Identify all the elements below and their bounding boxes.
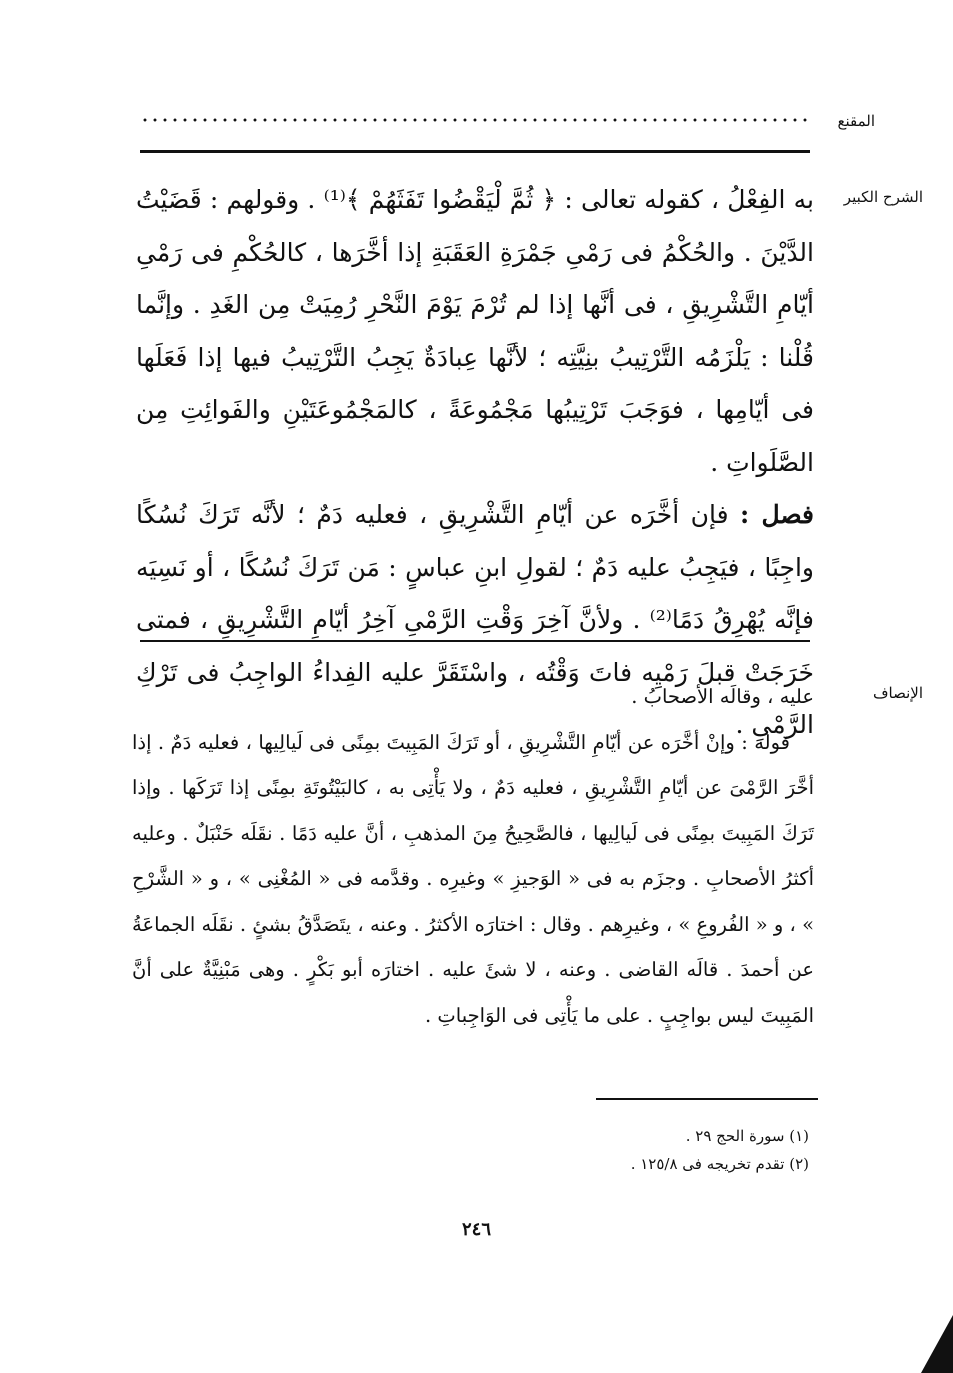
- sharh-paragraph-1: به الفِعْلُ ، كقوله تعالى : ﴿ ثُمَّ لْيَقْضُوا تَفَثَهُمْ ﴾⁽¹⁾ . وقولهم : قَضَيْتُ الدَّيْنَ . والحُكْمُ فى رَمْىِ جَمْرَةِ العَقَبَةِ إذا أخَّرَها ، كالحُكْمِ فى رَمْىِ أيّامِ التَّشْرِيقِ ، فى أنَّها إذا لم تُرْمَ يَوْمَ النَّحْرِ رُمِيَتْ مِن الغَدِ . وإنَّما قُلْنا : يَلْزَمُه التَّرْتِيبُ بنِيَّتِه ؛ لأنَّها عِبادَةٌ يَجِبُ التَّرْتِيبُ فيها إذا فَعَلَها فى أيّامِها ، فوَجَبَ تَرْتِيبُها مَجْمُوعَةً ، كالمَجْمُوعَتَيْنِ والفَوائِتِ مِن الصَّلَواتِ .: [136, 185, 814, 477]
- section-divider-rule: [140, 640, 810, 642]
- sharh-text-block: [136, 174, 814, 752]
- insaf-opening-line: عليه ، وقالَه الأصحابُ .: [631, 685, 814, 708]
- insaf-section-label: الإنصاف: [872, 684, 923, 702]
- insaf-text-block: [132, 674, 814, 1038]
- page-number: ٢٤٦: [461, 1219, 491, 1240]
- scan-corner-mark: [921, 1315, 953, 1373]
- insaf-paragraph: قوله : وإنْ أخَّرَه عن أيّامِ التَّشْرِيقِ ، أو تَرَكَ المَبِيتَ بمِنًى فى لَيالِيها ، فعليه دَمٌ . إذا أخَّرَ الرَّمْىَ عن أيّامِ التَّشْرِيقِ ، فعليه دَمٌ ، ولا يَأْتِى به ، كالبَيْتُوتَةِ بمِنًى إذا تَرَكَها . وإذا تَرَكَ المَبِيتَ بمِنًى فى لَيالِيها ، فالصَّحِيحُ مِنَ المذهبِ ، أنَّ عليه دَمًا . نقَلَه حَنْبَلٌ . وعليه أكثرُ الأصحابِ . وجزَم به فى « الوَجيزِ » وغيرِه . وقدَّمه فى « المُغْنِى » ، و « الشَّرْحِ » ، و « الفُروعِ » ، وغيرِهم . وقال : اختارَه الأكثرُ . وعنه ، يتَصَدَّقُ بشئٍ . نقَلَه الجماعَةُ عن أحمدَ . قالَه القاضى . وعنه ، لا شئَ عليه . اختارَه أبو بَكْرٍ . وهى مَبْنِيَّةٌ على أنَّ المَبِيتَ ليس بواجِبٍ . على ما يَأْتِى فى الوَاجِباتِ .: [132, 730, 814, 1027]
- header-dotted-leader: [140, 116, 808, 124]
- footnotes-block: [631, 1122, 809, 1178]
- running-header-title: المقنع: [837, 112, 875, 130]
- sharh-paragraph-2-text: فإن أخَّرَه عن أيّامِ التَّشْرِيقِ ، فعليه دَمٌ ؛ لأنَّه تَرَكَ نُسُكًا واجِبًا ، فيَجِبُ عليه دَمٌ ؛ لقولِ ابنِ عباسٍ : مَن تَرَكَ نُسُكًا ، أو نَسِيَه فإنَّه يُهْرِقُ دَمًا⁽²⁾ . ولأنَّ آخِرَ وَقْتِ الرَّمْىِ آخِرُ أيّامِ التَّشْرِيقِ ، فمتى خَرَجَتْ قبلَ رَمْيِه فاتَ وَقْتُه ، واسْتَقَرَّ عليه الفِداءُ الواجِبُ فى تَرْكِ الرَّمْىِ .: [136, 500, 814, 739]
- footnote-2: (٢) تقدم تخريجه فى ١٢٥/٨ .: [630, 1155, 809, 1173]
- footnote-rule: [596, 1098, 818, 1100]
- header-rule: [140, 150, 810, 153]
- fasl-heading: فصل :: [740, 500, 815, 529]
- footnote-1: (١) سورة الحج ٢٩ .: [685, 1127, 809, 1145]
- sharh-section-label: الشرح الكبير: [843, 188, 923, 206]
